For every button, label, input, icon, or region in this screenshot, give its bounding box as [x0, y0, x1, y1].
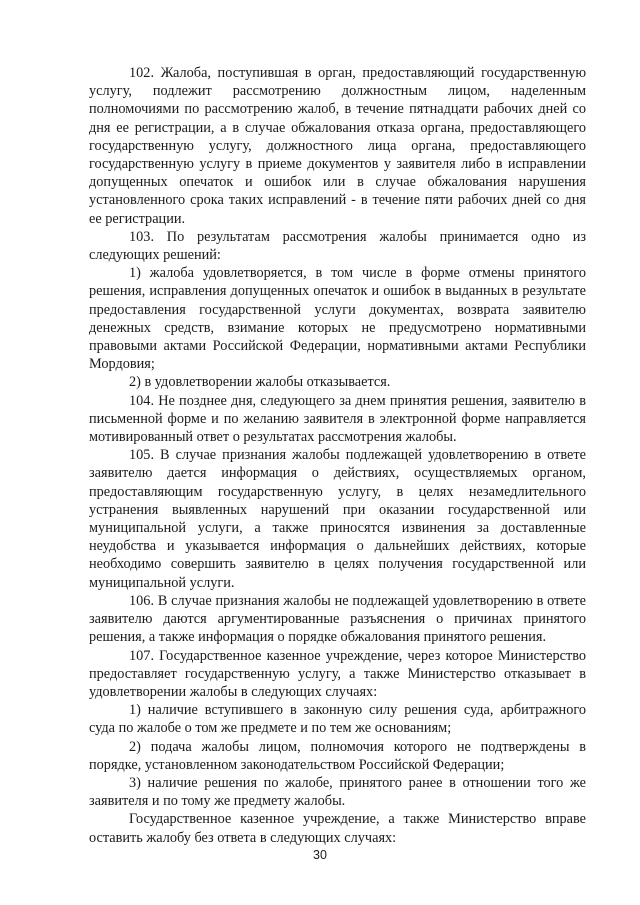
- list-item-107-1: 1) наличие вступившего в законную силу решения суда, арбитражного суда по жалобе о том же предмете и по тем же основаниям;: [89, 702, 586, 737]
- page-number: 30: [313, 848, 327, 862]
- list-item-103-2: 2) в удовлетворении жалобы отказывается.: [129, 374, 391, 391]
- paragraph-107: 107. Государственное казенное учреждение, через которое Министерство предоставляет государственную услугу, а также Министерство отказывает в удовлетворении жалобы в следующих случаях:: [89, 647, 586, 700]
- list-item-103-1: 1) жалоба удовлетворяется, в том числе в форме отмены принятого решения, исправления допущенных опечаток и ошибок в выданных в результате предоставления государственной услуги документах, возврата заявителю денежных средств, взимание которых не предусмотрено нормативными правовыми актами Российской Федерации, нормативными актами Республики Мордовия;: [89, 265, 586, 373]
- paragraph-106: 106. В случае признания жалобы не подлежащей удовлетворению в ответе заявителю даются аргументированные разъяснения о причинах принятого решения, а также информация о порядке обжалования принятого решения.: [89, 592, 586, 646]
- paragraph-103: 103. По результатам рассмотрения жалобы принимается одно из следующих решений:: [89, 228, 586, 264]
- paragraph-no-answer: Государственное казенное учреждение, а также Министерство вправе оставить жалобу без ответа в следующих случаях:: [89, 811, 586, 846]
- paragraph-104: 104. Не позднее дня, следующего за днем принятия решения, заявителю в письменной форме и по желанию заявителя в электронной форме направляется мотивированный ответ о результатах рассмотрения жалобы.: [89, 392, 586, 446]
- list-item-107-2: 2) подача жалобы лицом, полномочия которого не подтверждены в порядке, установленном законодательством Российской Федерации;: [89, 738, 586, 773]
- list-item-107-3: 3) наличие решения по жалобе, принятого ранее в отношении того же заявителя и по тому же предмету жалобы.: [89, 774, 586, 810]
- paragraph-102: 102. Жалоба, поступившая в орган, предоставляющий государственную услугу, подлежит рассмотрению должностным лицом, наделенным полномочиями по рассмотрению жалоб, в течение пятнадцати рабочих дней со дня ее регистрации, а в случае обжалования отказа органа, предоставляющего государственную услугу, должностного лица органа, предоставляющего государственную услугу в приеме документов у заявителя либо в исправлении допущенных опечаток и ошибок или в случае обжалования нарушения установленного срока таких исправлений - в течение пяти рабочих дней со дня ее регистрации.: [89, 65, 586, 227]
- paragraph-105: 105. В случае признания жалобы подлежащей удовлетворению в ответе заявителю дается информация о действиях, осуществляемых органом, предоставляющим государственную услугу, в целях незамедлительного устранения выявленных нарушений при оказании государственной или муниципальной услуги, а также приносятся извинения за доставленные неудобства и указывается информация о дальнейших действиях, которые необходимо совершить заявителю в целях получения государственной или муниципальной услуги.: [89, 447, 586, 591]
- document-body: [89, 64, 586, 847]
